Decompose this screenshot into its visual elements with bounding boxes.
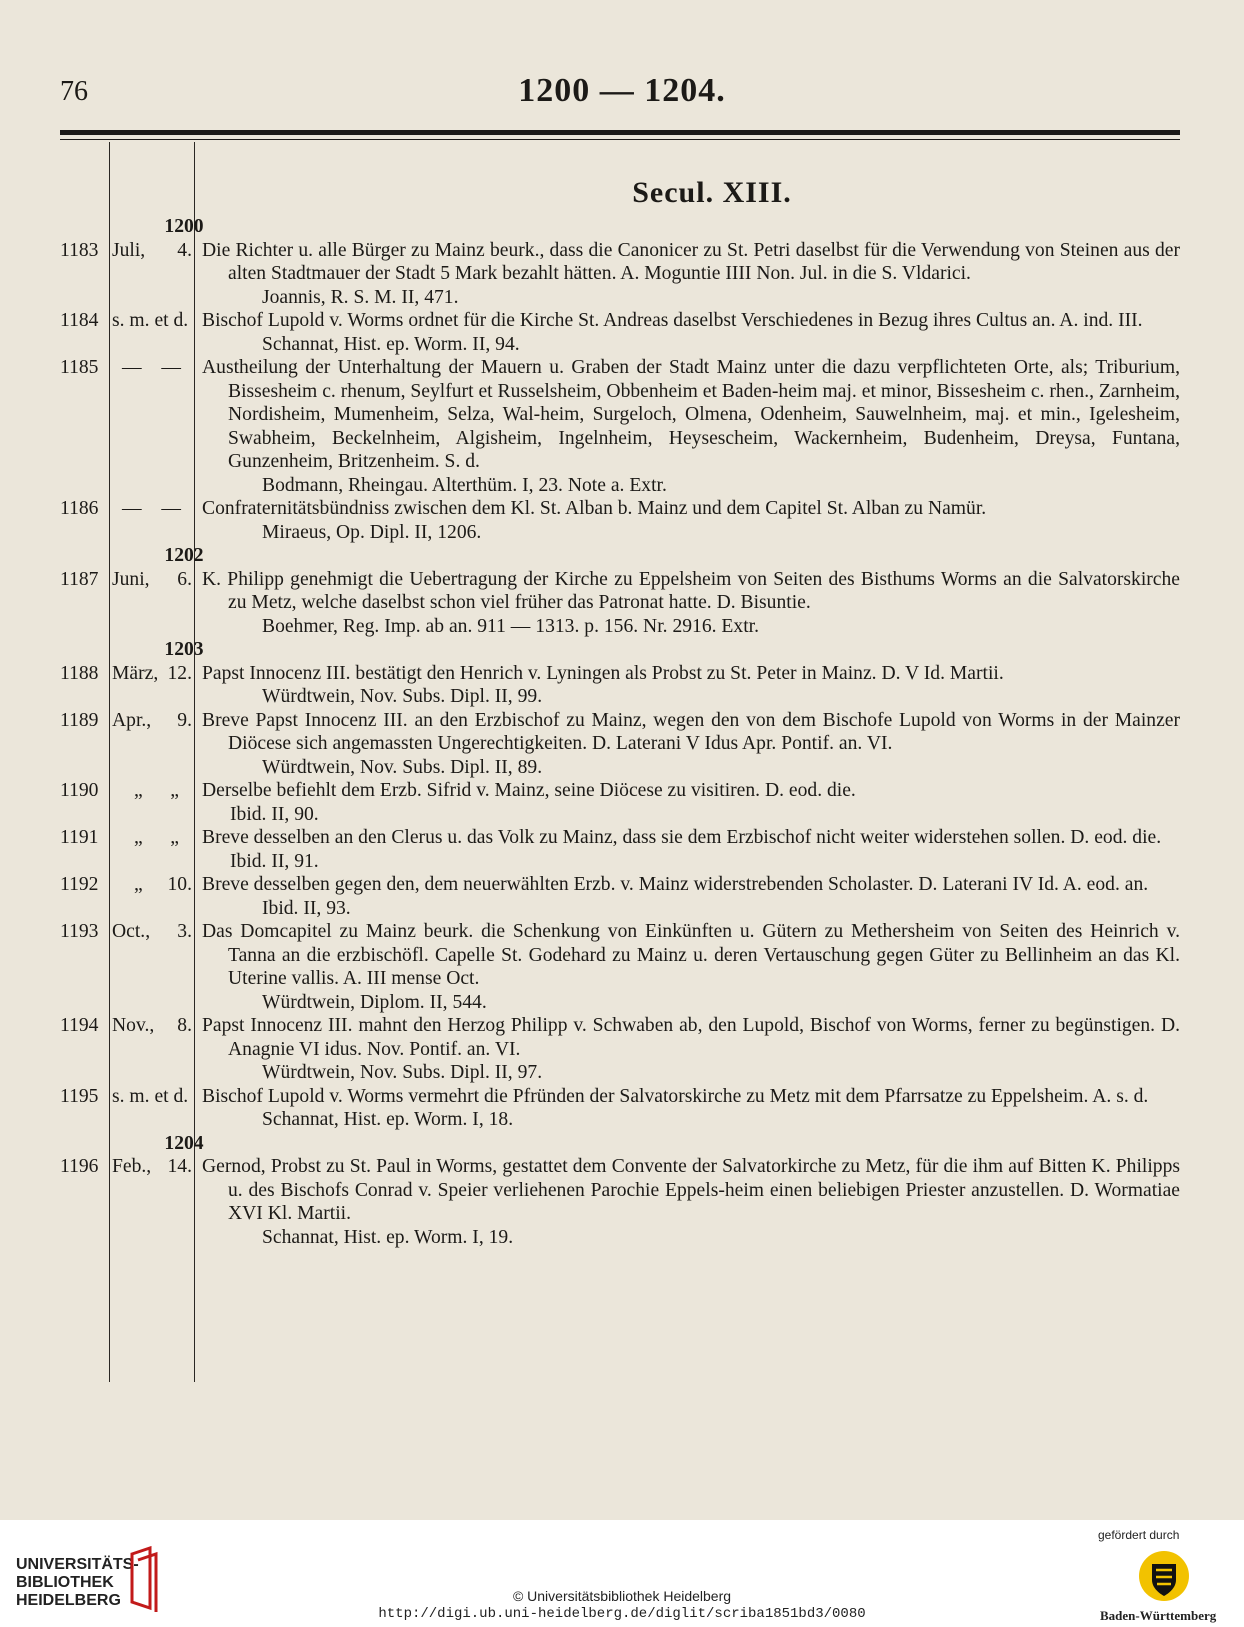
entry-text: K. Philipp genehmigt die Uebertragung der Kirche zu Eppelsheim von Seiten des Bisthums Worms an die Salvatorskirche zu Metz, welche daselbst schon viel früher das Patronat hatte. D. Bisuntie. bbox=[202, 568, 1180, 613]
entry-source: Bodmann, Rheingau. Alterthüm. I, 23. Note a. Extr. bbox=[262, 474, 667, 496]
footer bbox=[0, 1520, 1244, 1627]
entry-number: 1184 bbox=[60, 310, 99, 331]
entry-text: Papst Innocenz III. mahnt den Herzog Philipp v. Schwaben ab, den Lupold, Bischof von Worms, ferner zu begünstigen. D. Anagnie VI idus. Nov. Pontif. an. VI. bbox=[202, 1015, 1180, 1060]
section-title: Secul. XIII. bbox=[632, 176, 792, 209]
date-month: — bbox=[122, 498, 142, 519]
page-number: 76 bbox=[60, 76, 88, 107]
library-name-line: UNIVERSITÄTS- bbox=[16, 1556, 139, 1573]
permalink[interactable]: http://digi.ub.uni-heidelberg.de/diglit/scriba1851bd3/0080 bbox=[378, 1606, 866, 1622]
entry-number: 1196 bbox=[60, 1156, 99, 1177]
entry-number: 1187 bbox=[60, 568, 99, 590]
date-month: Apr., bbox=[112, 709, 152, 731]
regest-entry bbox=[60, 1155, 1180, 1249]
date-month: s. m. et d. bbox=[112, 1085, 189, 1107]
entry-source: Schannat, Hist. ep. Worm. II, 94. bbox=[262, 333, 520, 355]
date-day: „ bbox=[170, 780, 179, 801]
entry-text: Derselbe befiehlt dem Erzb. Sifrid v. Mainz, seine Diöcese zu visitiren. D. eod. die. bbox=[202, 780, 856, 801]
entry-date bbox=[110, 779, 195, 826]
entry-date bbox=[110, 356, 195, 497]
date-month: Juli, bbox=[112, 239, 146, 261]
entry-text: Papst Innocenz III. bestätigt den Henrich v. Lyningen als Probst zu St. Peter in Mainz. D. V Id. Martii. bbox=[202, 662, 1004, 684]
entry-number: 1190 bbox=[60, 780, 99, 801]
entry-number: 1183 bbox=[60, 239, 99, 261]
date-day: 3. bbox=[177, 921, 192, 942]
date-month: Nov., bbox=[112, 1015, 155, 1036]
date-month: Feb., bbox=[112, 1156, 152, 1177]
entry-date bbox=[110, 497, 195, 544]
entry-date bbox=[110, 920, 195, 1014]
state-name: Baden-Württemberg bbox=[1100, 1608, 1217, 1623]
entry-number: 1191 bbox=[60, 827, 99, 848]
funded-by-label: gefördert durch bbox=[1098, 1528, 1180, 1542]
copyright-notice: © Universitätsbibliothek Heidelberg bbox=[512, 1588, 732, 1604]
year-heading: 1204 bbox=[164, 1132, 204, 1154]
date-month: Juni, bbox=[112, 568, 150, 590]
entry-body bbox=[195, 1085, 1180, 1132]
entry-text: Das Domcapitel zu Mainz beurk. die Schenkung von Einkünften u. Gütern zu Methersheim von Seiten des Heinrich v. Tanna an die erzbischöfl. Capelle St. Godehard zu Mainz u. deren Vertauschung gegen Güter zu Bellinheim an das Kl. Uterine vallis. A. III mense Oct. bbox=[202, 921, 1180, 989]
entry-source: Würdtwein, Diplom. II, 544. bbox=[262, 991, 487, 1013]
entry-body bbox=[195, 309, 1180, 356]
date-day: „ bbox=[170, 827, 179, 848]
entry-date bbox=[110, 1155, 195, 1249]
entry-date bbox=[110, 309, 195, 356]
regest-entry bbox=[60, 826, 1180, 873]
entry-body bbox=[195, 873, 1180, 920]
regest-entry bbox=[60, 309, 1180, 356]
entry-body bbox=[195, 826, 1180, 873]
entry-source: Würdtwein, Nov. Subs. Dipl. II, 97. bbox=[262, 1062, 543, 1083]
state-crest-icon bbox=[1138, 1550, 1190, 1602]
entry-number: 1186 bbox=[60, 498, 99, 519]
date-day: — bbox=[161, 498, 181, 519]
regest-entry bbox=[60, 709, 1180, 780]
date-month: März, bbox=[112, 662, 159, 684]
entry-text: Confraternitätsbündniss zwischen dem Kl. St. Alban b. Mainz und dem Capitel St. Alban zu Namür. bbox=[202, 498, 987, 519]
date-day: 14. bbox=[167, 1156, 192, 1177]
year-heading: 1202 bbox=[164, 545, 204, 566]
entry-date bbox=[110, 826, 195, 873]
entry-source: Würdtwein, Nov. Subs. Dipl. II, 89. bbox=[262, 756, 543, 778]
entry-body bbox=[195, 497, 1180, 544]
date-day: 4. bbox=[177, 239, 192, 261]
date-month: „ bbox=[134, 780, 143, 801]
entry-number: 1192 bbox=[60, 874, 99, 895]
regest-entry bbox=[60, 356, 1180, 497]
header-rule bbox=[60, 130, 1180, 135]
entry-date bbox=[110, 239, 195, 310]
regest-entry bbox=[60, 873, 1180, 920]
entry-source: Schannat, Hist. ep. Worm. I, 19. bbox=[262, 1226, 514, 1248]
entry-date bbox=[110, 1014, 195, 1085]
date-day: 10. bbox=[167, 874, 192, 895]
entry-source: Ibid. II, 93. bbox=[262, 897, 351, 919]
entry-source: Würdtwein, Nov. Subs. Dipl. II, 99. bbox=[262, 686, 543, 707]
entry-number: 1188 bbox=[60, 662, 99, 684]
regest-list bbox=[60, 215, 1180, 1249]
header-rule-thin bbox=[60, 139, 1180, 140]
date-day: 12. bbox=[167, 662, 192, 684]
regest-entry bbox=[60, 497, 1180, 544]
entry-date bbox=[110, 873, 195, 920]
date-day: 8. bbox=[177, 1015, 192, 1036]
entry-body bbox=[195, 568, 1180, 639]
entry-text: Breve Papst Innocenz III. an den Erzbischof zu Mainz, wegen den von dem Bischofe Lupold von Worms in der Mainzer Diöcese sich angemassten Ungerechtigkeiten. D. Laterani V Idus Apr. Pontif. an. VI. bbox=[202, 709, 1180, 754]
entry-body bbox=[195, 779, 1180, 826]
regest-entry bbox=[60, 779, 1180, 826]
entry-number: 1189 bbox=[60, 709, 99, 731]
regest-entry bbox=[60, 1085, 1180, 1132]
date-day: 6. bbox=[177, 568, 192, 590]
entry-number: 1195 bbox=[60, 1085, 99, 1107]
date-month: „ bbox=[134, 827, 143, 848]
regest-entry bbox=[60, 568, 1180, 639]
regest-entry bbox=[60, 1014, 1180, 1085]
entry-source: Joannis, R. S. M. II, 471. bbox=[262, 286, 459, 308]
regest-entry bbox=[60, 239, 1180, 310]
entry-text: Austheilung der Unterhaltung der Mauern u. Graben der Stadt Mainz unter die dazu verpflichteten Orte, als; Triburium, Bissesheim c. rhenum, Seylfurt et Russelsheim, Obbenheim et Baden-heim maj. et minor, Bissesheim c. rhen., Zarnheim, Nordisheim, Mumenheim, Selza, Wal-heim, Surgeloch, Olmena, Odenheim, Sauwelnheim, maj. et min., Igelesheim, Swabheim, Beckelnheim, Algisheim, Ingelnheim, Heysescheim, Wackernheim, Budenheim, Dreysa, Funtana, Gunzenheim, Britzenheim. S. d. bbox=[202, 357, 1180, 472]
year-heading: 1203 bbox=[164, 639, 204, 660]
date-day: 9. bbox=[177, 709, 192, 731]
date-month: s. m. et d. bbox=[112, 310, 189, 331]
entry-text: Bischof Lupold v. Worms vermehrt die Pfründen der Salvatorskirche zu Metz mit dem Pfarrsatze zu Eppelsheim. A. s. d. bbox=[202, 1085, 1149, 1107]
entry-body bbox=[195, 239, 1180, 310]
entry-body bbox=[195, 709, 1180, 780]
entry-number: 1193 bbox=[60, 921, 99, 942]
entry-number: 1194 bbox=[60, 1015, 99, 1036]
entry-source: Ibid. II, 91. bbox=[230, 850, 319, 872]
entry-source: Miraeus, Op. Dipl. II, 1206. bbox=[262, 521, 482, 543]
entry-text: Bischof Lupold v. Worms ordnet für die Kirche St. Andreas daselbst Verschiedenes in Bezug ihres Cultus an. A. ind. III. bbox=[202, 310, 1143, 331]
date-month: Oct., bbox=[112, 921, 151, 942]
entry-number: 1185 bbox=[60, 357, 99, 378]
regest-entry bbox=[60, 920, 1180, 1014]
entry-date bbox=[110, 568, 195, 639]
entry-text: Breve desselben an den Clerus u. das Volk zu Mainz, dass sie dem Erzbischof nicht weiter widerstehen sollen. D. eod. die. bbox=[202, 827, 1162, 848]
entry-body bbox=[195, 662, 1180, 709]
library-name-line: HEIDELBERG bbox=[16, 1592, 121, 1609]
date-day: — bbox=[161, 357, 181, 378]
entry-body bbox=[195, 1155, 1180, 1249]
entry-text: Die Richter u. alle Bürger zu Mainz beurk., dass die Canonicer zu St. Petri daselbst für die Verwendung von Steinen aus der alten Stadtmauer der Stadt 5 Mark bezahlt hätten. A. Moguntie IIII Non. Jul. in die S. Vldarici. bbox=[202, 239, 1180, 284]
running-title: 1200 — 1204. bbox=[518, 72, 726, 109]
entry-date bbox=[110, 709, 195, 780]
entry-source: Ibid. II, 90. bbox=[230, 803, 319, 825]
year-heading: 1200 bbox=[164, 216, 204, 237]
entry-body bbox=[195, 1014, 1180, 1085]
date-month: „ bbox=[134, 874, 143, 895]
entry-date bbox=[110, 662, 195, 709]
entry-text: Breve desselben gegen den, dem neuerwählten Erzb. v. Mainz widerstrebenden Scholaster. D. Laterani IV Id. A. eod. an. bbox=[202, 874, 1149, 895]
regest-entry bbox=[60, 662, 1180, 709]
entry-body bbox=[195, 920, 1180, 1014]
library-name-line: BIBLIOTHEK bbox=[16, 1574, 114, 1591]
entry-body bbox=[195, 356, 1180, 497]
entry-source: Schannat, Hist. ep. Worm. I, 18. bbox=[262, 1109, 514, 1130]
entry-date bbox=[110, 1085, 195, 1132]
date-month: — bbox=[122, 357, 142, 378]
entry-text: Gernod, Probst zu St. Paul in Worms, gestattet dem Convente der Salvatorkirche zu Metz, für die ihm auf Bitten K. Philipps u. des Bischofs Conrad v. Speier verliehenen Parochie Eppels-heim einen beliebigen Priester anzustellen. D. Wormatiae XVI Kl. Martii. bbox=[202, 1156, 1180, 1224]
entry-source: Boehmer, Reg. Imp. ab an. 911 — 1313. p. 156. Nr. 2916. Extr. bbox=[262, 615, 759, 637]
